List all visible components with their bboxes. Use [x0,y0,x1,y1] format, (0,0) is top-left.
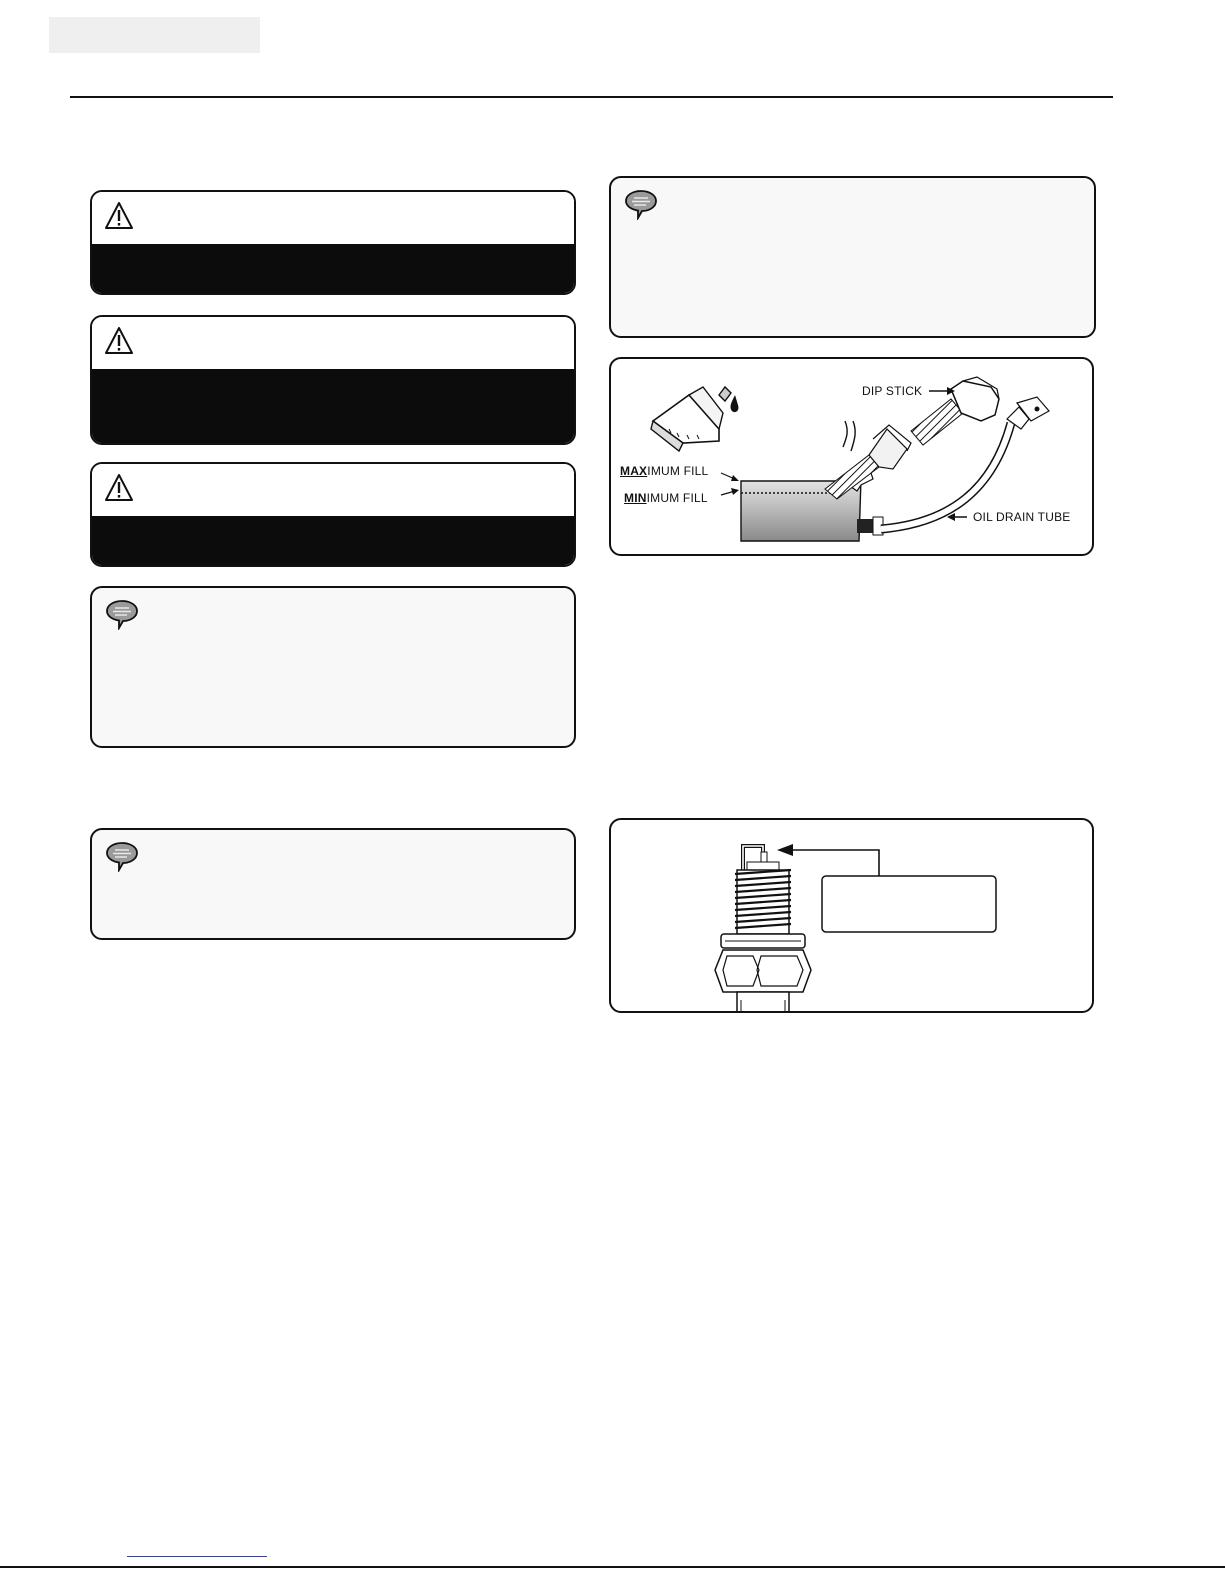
header-tab [49,17,260,53]
speech-bubble-icon [104,840,140,872]
warning-body [92,516,574,565]
oil-diagram-illustration [611,359,1094,556]
warning-triangle-icon [104,473,134,503]
note-box-2 [90,828,576,940]
minimum-fill-label: MINIMUM FILL [624,491,708,505]
filler-neck-illustration [825,421,911,499]
spark-plug-illustration [611,820,1094,1013]
header-divider [70,96,1113,98]
dip-stick-label: DIP STICK [862,384,923,398]
speech-bubble-icon [623,188,659,220]
crankcase-illustration [741,473,883,541]
warning-box-1 [90,190,576,295]
note-box-3 [609,176,1096,338]
warning-body [92,369,574,443]
warning-box-3 [90,462,576,567]
footer-divider [0,1566,1225,1568]
spark-plug-diagram [609,818,1094,1013]
dip-stick-illustration [911,377,999,445]
warning-triangle-icon [104,201,134,231]
oil-fill-diagram [609,357,1094,556]
warning-body [92,244,574,293]
oil-bottle-icon [651,387,738,451]
speech-bubble-icon [104,598,140,630]
warning-box-2 [90,315,576,445]
oil-drain-tube-label: OIL DRAIN TUBE [973,510,1071,524]
warning-triangle-icon [104,326,134,356]
maximum-fill-label: MAXIMUM FILL [620,464,709,478]
footer-link-underline[interactable] [127,1556,267,1557]
plug-threads [735,870,791,934]
note-box-1 [90,586,576,748]
